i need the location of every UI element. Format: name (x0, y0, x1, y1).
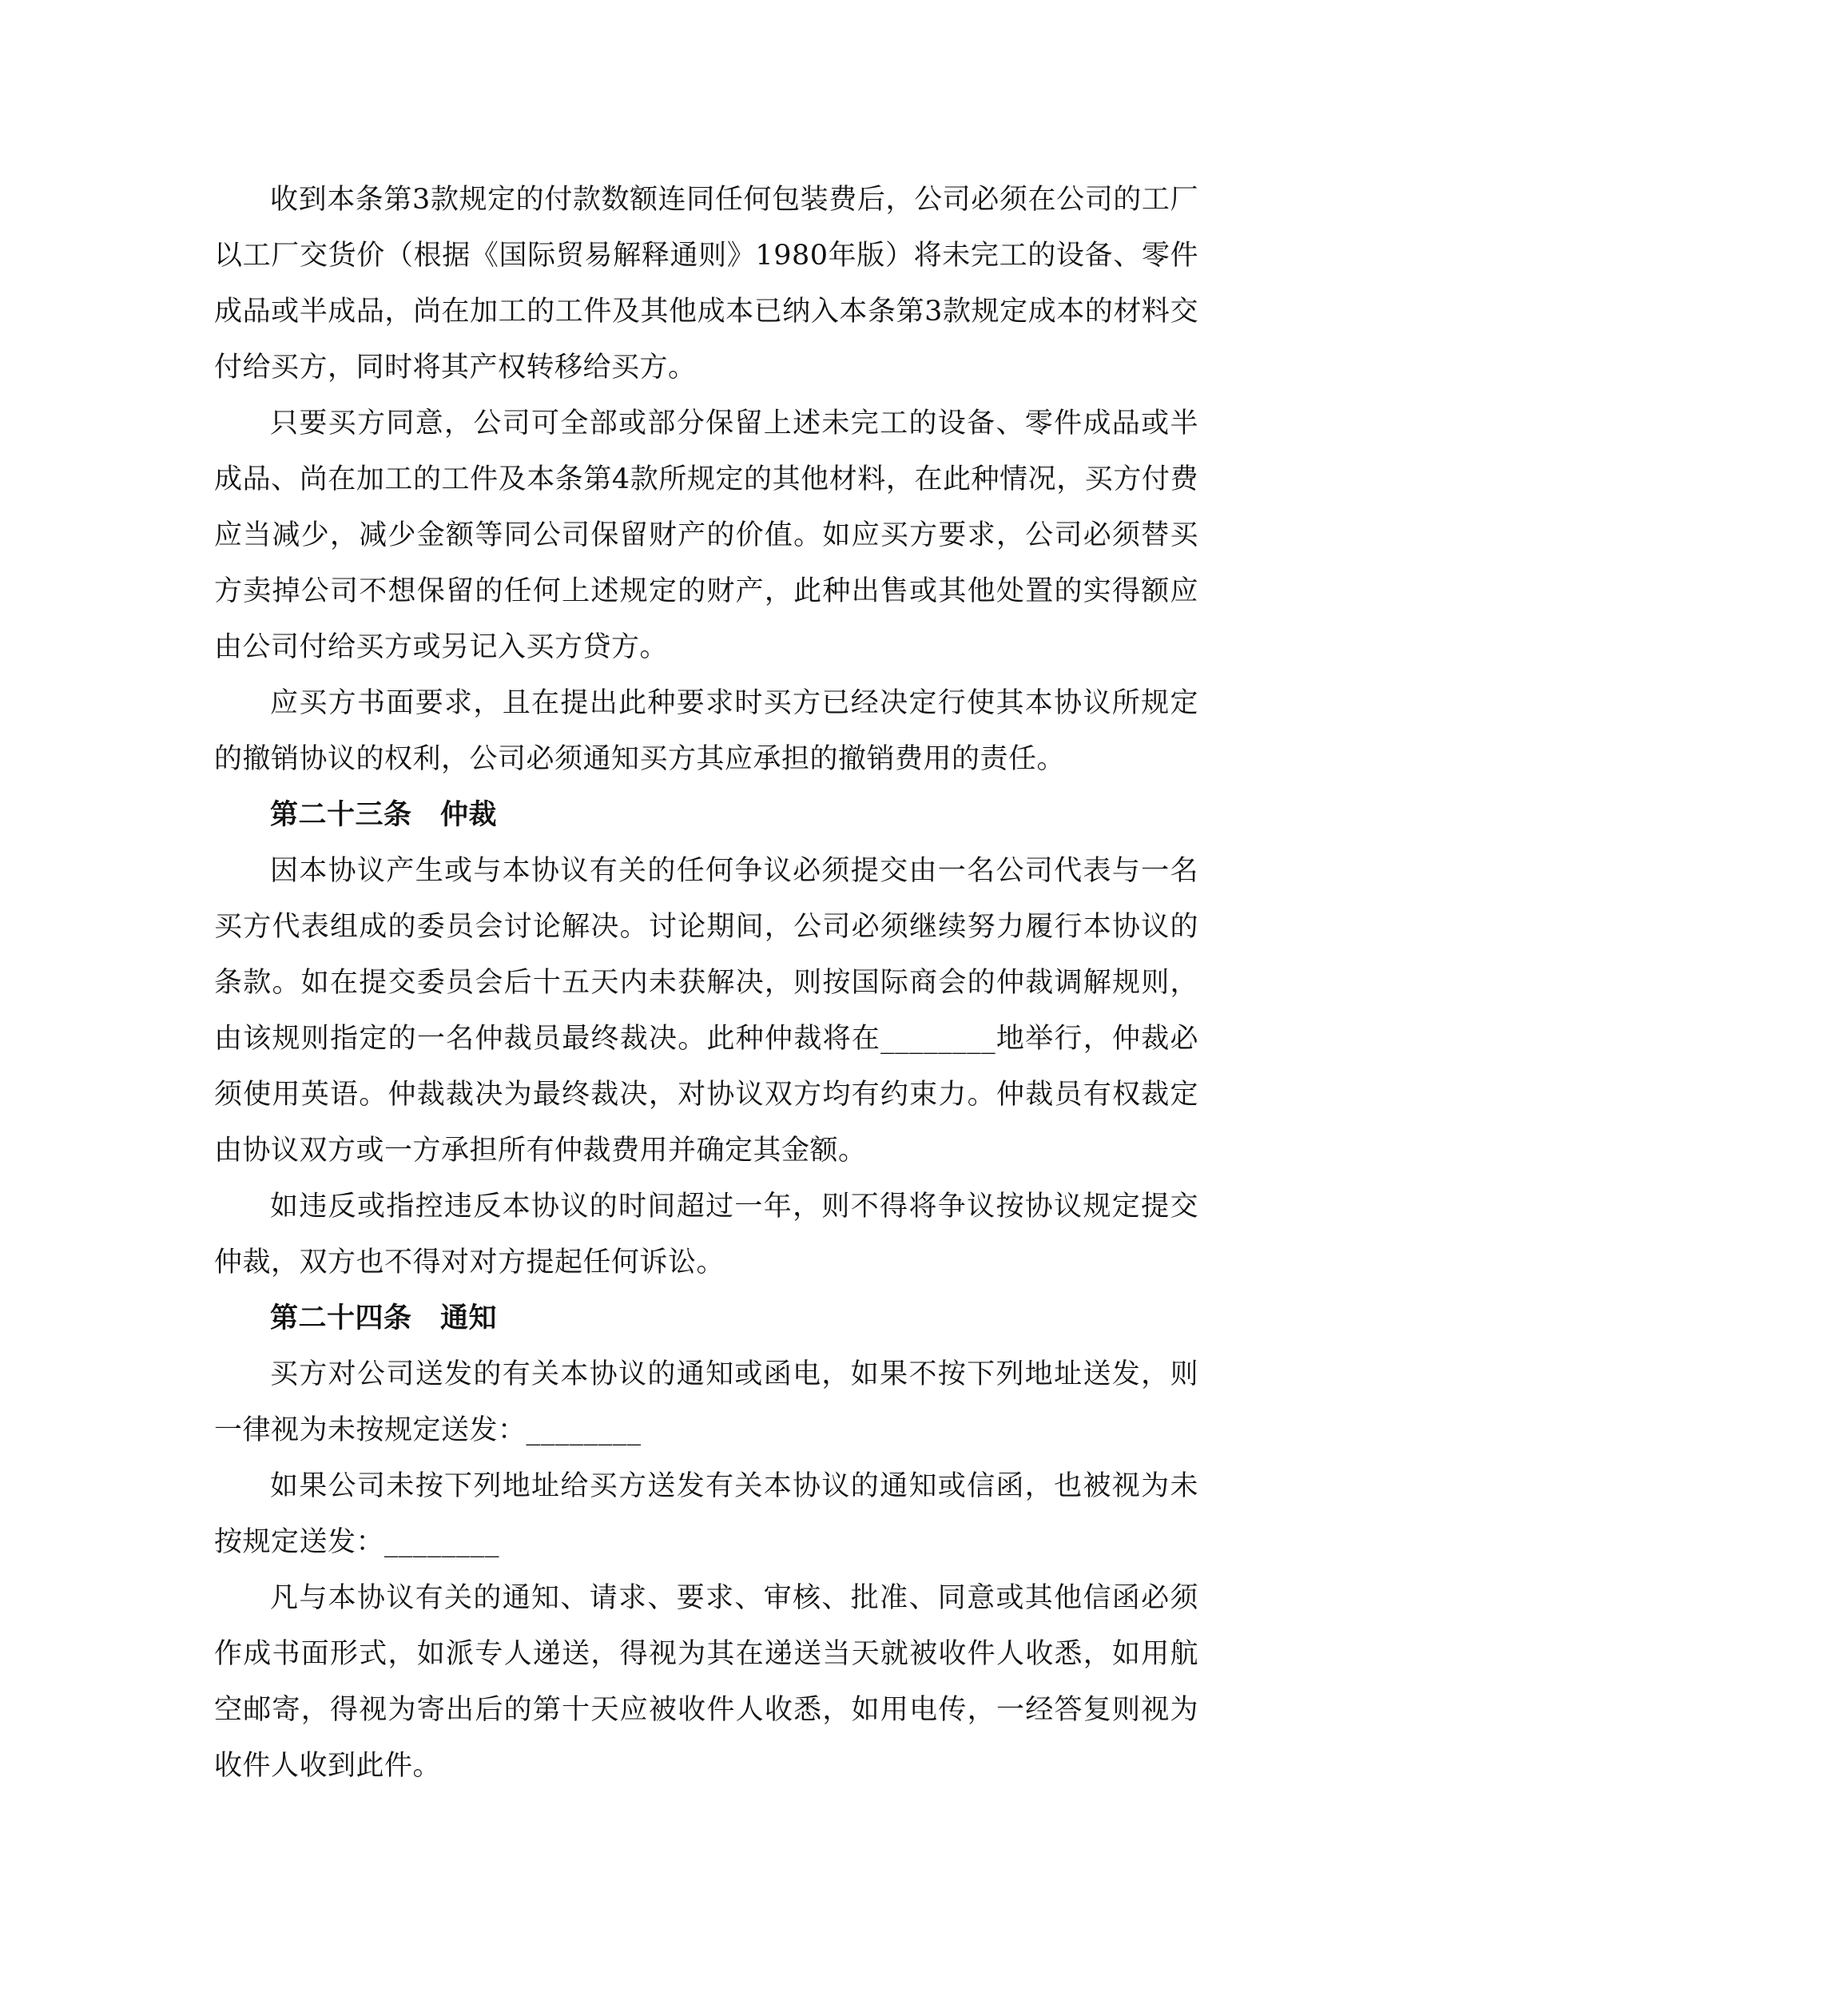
paragraph-buyer-notice-address: 买方对公司送发的有关本协议的通知或函电，如果不按下列地址送发，则一律视为未按规定送发：________ (214, 1358, 1198, 1446)
paragraph-notice-delivery-rules: 凡与本协议有关的通知、请求、要求、审核、批准、同意或其他信函必须作成书面形式，如派专人递送，得视为其在递送当天就被收件人收悉，如用航空邮寄，得视为寄出后的第十天应被收件人收悉，如用电传，一经答复则视为收件人收到此件。 (214, 1582, 1198, 1782)
paragraph-delivery-of-unfinished-goods: 收到本条第3款规定的付款数额连同任何包装费后，公司必须在公司的工厂以工厂交货价（根据《国际贸易解释通则》1980年版）将未完工的设备、零件成品或半成品，尚在加工的工件及其他成本已纳入本条第3款规定成本的材料交付给买方，同时将其产权转移给买方。 (214, 184, 1198, 384)
paragraph-retention-of-property: 只要买方同意，公司可全部或部分保留上述未完工的设备、零件成品或半成品、尚在加工的工件及本条第4款所规定的其他材料，在此种情况，买方付费应当减少，减少金额等同公司保留财产的价值。如应买方要求，公司必须替买方卖掉公司不想保留的任何上述规定的财产，此种出售或其他处置的实得额应由公司付给买方或另记入买方贷方。 (214, 408, 1198, 663)
paragraph-arbitration-procedure: 因本协议产生或与本协议有关的任何争议必须提交由一名公司代表与一名买方代表组成的委员会讨论解决。讨论期间，公司必须继续努力履行本协议的条款。如在提交委员会后十五天内未获解决，则按国际商会的仲裁调解规则，由该规则指定的一名仲裁员最终裁决。此种仲裁将在________地举行，仲裁必须使用英语。仲裁裁决为最终裁决，对协议双方均有约束力。仲裁员有权裁定由协议双方或一方承担所有仲裁费用并确定其金额。 (214, 855, 1198, 1167)
paragraph-cancellation-charges: 应买方书面要求，且在提出此种要求时买方已经决定行使其本协议所规定的撤销协议的权利，公司必须通知买方其应承担的撤销费用的责任。 (214, 687, 1198, 775)
paragraph-arbitration-time-limit: 如违反或指控违反本协议的时间超过一年，则不得将争议按协议规定提交仲裁，双方也不得对对方提起任何诉讼。 (214, 1191, 1198, 1278)
paragraph-company-notice-address: 如果公司未按下列地址给买方送发有关本协议的通知或信函，也被视为未按规定送发：________ (214, 1470, 1198, 1558)
heading-article-24-notices: 第二十四条 通知 (270, 1302, 498, 1334)
document-page (214, 172, 1198, 1794)
heading-article-23-arbitration: 第二十三条 仲裁 (270, 799, 498, 831)
